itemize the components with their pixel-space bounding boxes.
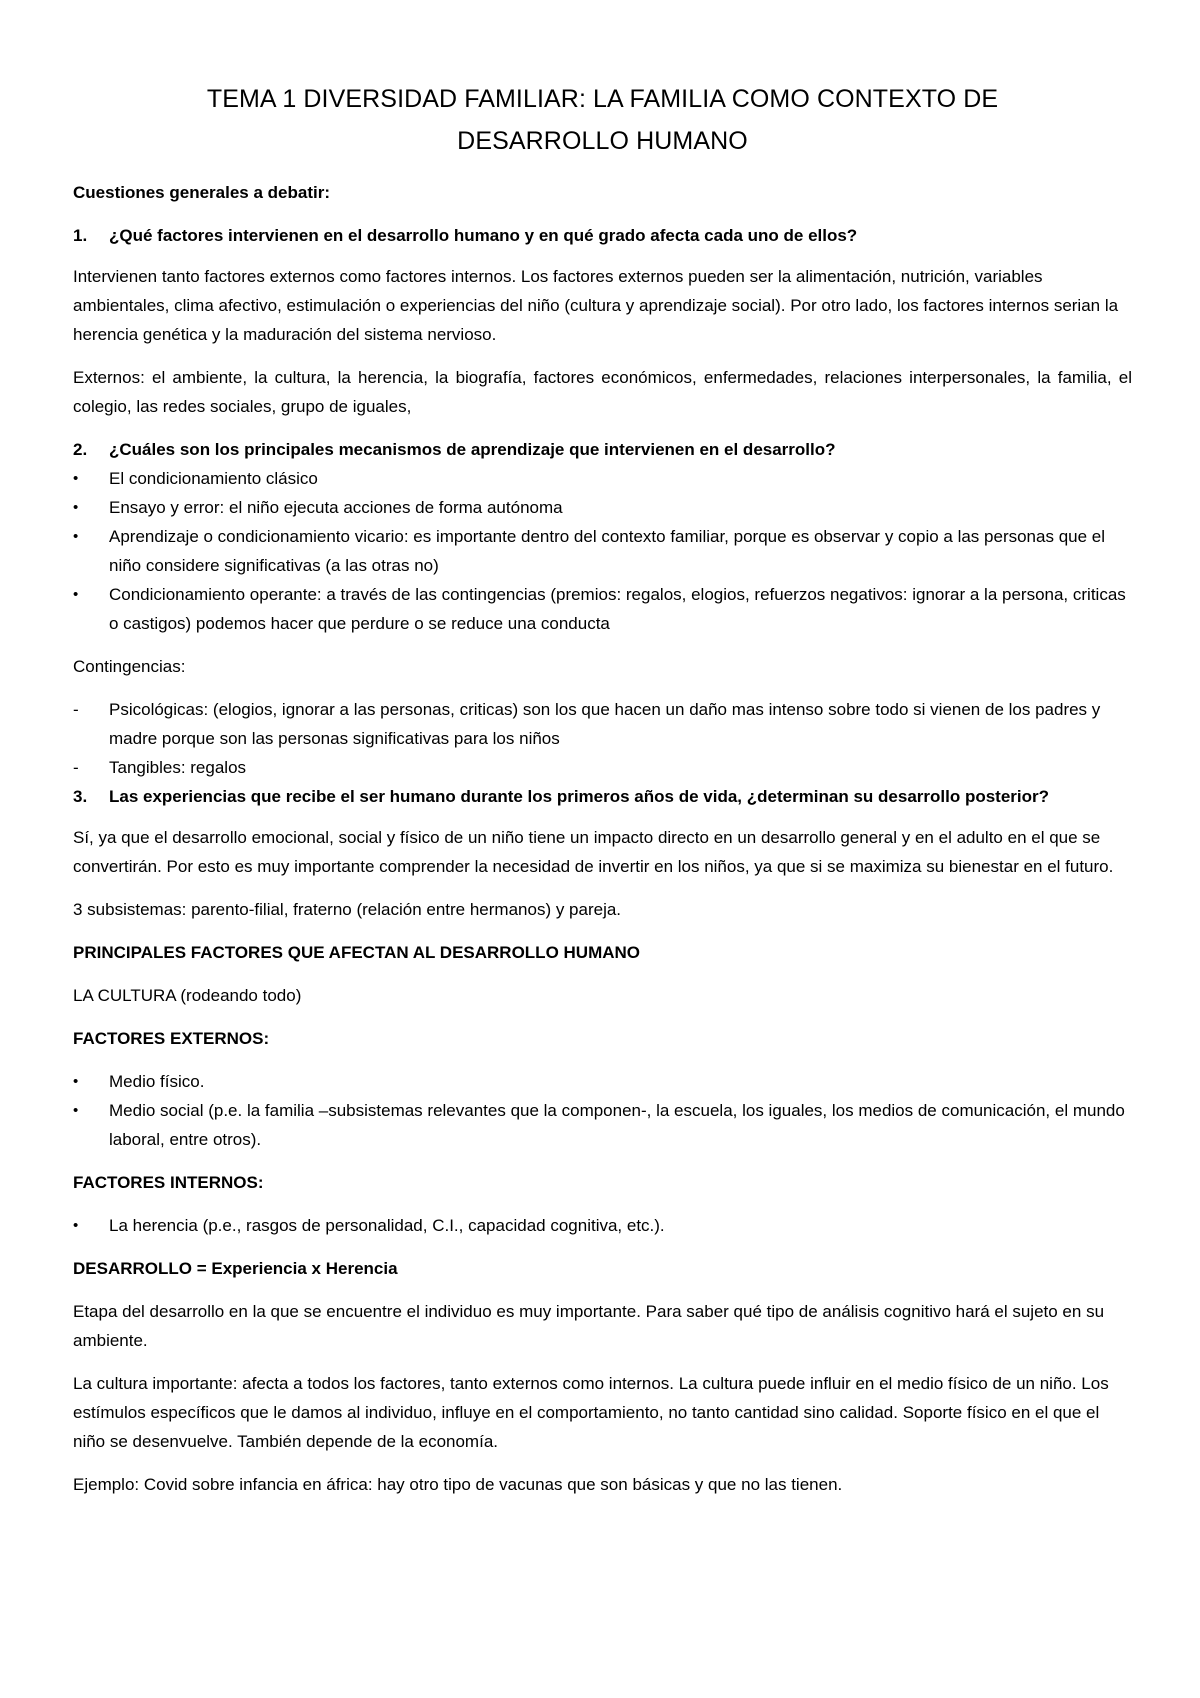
internos-heading: FACTORES INTERNOS: bbox=[73, 1173, 264, 1192]
question-1-externos: Externos: el ambiente, la cultura, la herencia, la biografía, factores económicos, enfermedades, relaciones interpersonales, la familia, el colegio, las redes sociales, grupo de iguales, bbox=[73, 368, 1132, 416]
bullet-marker: • bbox=[73, 499, 79, 516]
list-item-text: La herencia (p.e., rasgos de personalidad, C.I., capacidad cognitiva, etc.). bbox=[109, 1216, 665, 1235]
list-item bbox=[73, 1096, 1132, 1154]
question-3-answer: Sí, ya que el desarrollo emocional, social y físico de un niño tiene un impacto directo en un desarrollo general y en el adulto en el que se convertirán. Por esto es muy importante comprender la necesidad de invertir en los niños, ya que si se maximiza su bienestar en el futuro. bbox=[73, 828, 1114, 876]
list-item-text: Medio social (p.e. la familia –subsistemas relevantes que la componen-, la escuela, los iguales, los medios de comunicación, el mundo laboral, entre otros). bbox=[109, 1101, 1125, 1149]
list-item bbox=[73, 1211, 1132, 1240]
question-1-text: ¿Qué factores intervienen en el desarrollo humano y en qué grado afecta cada uno de ellos? bbox=[109, 226, 858, 245]
list-item-text: El condicionamiento clásico bbox=[109, 469, 318, 488]
list-item bbox=[73, 522, 1132, 580]
list-item bbox=[73, 580, 1132, 638]
bullet-marker: • bbox=[73, 1073, 79, 1090]
externos-heading: FACTORES EXTERNOS: bbox=[73, 1029, 270, 1048]
list-item-text: Psicológicas: (elogios, ignorar a las personas, criticas) son los que hacen un daño mas intenso sobre todo si vienen de los padres y madre porque son las personas significativas para los niños bbox=[109, 700, 1101, 748]
ejemplo-paragraph: Ejemplo: Covid sobre infancia en áfrica: hay otro tipo de vacunas que son básicas y que no las tienen. bbox=[73, 1475, 843, 1494]
list-item-text: Medio físico. bbox=[109, 1072, 205, 1091]
dash-marker: - bbox=[73, 758, 79, 777]
question-1 bbox=[73, 221, 1132, 250]
list-item bbox=[73, 493, 1132, 522]
externos-bullet-list bbox=[73, 1067, 1132, 1154]
desarrollo-formula: DESARROLLO = Experiencia x Herencia bbox=[73, 1259, 398, 1278]
bullet-marker: • bbox=[73, 470, 79, 487]
list-item bbox=[73, 753, 1132, 782]
question-3 bbox=[73, 782, 1132, 811]
list-item bbox=[73, 464, 1132, 493]
title-line-1: TEMA 1 DIVERSIDAD FAMILIAR: LA FAMILIA COMO CONTEXTO DE bbox=[206, 85, 999, 113]
internos-bullet-list bbox=[73, 1211, 1132, 1240]
bullet-marker: • bbox=[73, 528, 79, 545]
question-2-bullet-list bbox=[73, 464, 1132, 638]
cultura-paragraph: La cultura importante: afecta a todos los factores, tanto externos como internos. La cultura puede influir en el medio físico de un niño. Los estímulos específicos que le damos al individuo, influye en el comportamiento, no tanto cantidad sino calidad. Soporte físico en el que el niño se desenvuelve. También depende de la economía. bbox=[73, 1374, 1109, 1451]
intro-label: Cuestiones generales a debatir: bbox=[73, 183, 330, 202]
contingencias-dash-list bbox=[73, 695, 1132, 782]
question-1-answer: Intervienen tanto factores externos como factores internos. Los factores externos pueden ser la alimentación, nutrición, variables ambientales, clima afectivo, estimulación o experiencias del niño (cultura y aprendizaje social). Por otro lado, los factores internos serian la herencia genética y la maduración del sistema nervioso. bbox=[73, 267, 1119, 344]
question-3-text: Las experiencias que recibe el ser humano durante los primeros años de vida, ¿determinan su desarrollo posterior? bbox=[109, 787, 1050, 806]
cultura-line: LA CULTURA (rodeando todo) bbox=[73, 986, 302, 1005]
question-2-text: ¿Cuáles son los principales mecanismos de aprendizaje que intervienen en el desarrollo? bbox=[109, 440, 836, 459]
dash-marker: - bbox=[73, 700, 79, 719]
title-line-2: DESARROLLO HUMANO bbox=[457, 127, 748, 155]
list-item-text: Tangibles: regalos bbox=[109, 758, 247, 777]
list-item-text: Ensayo y error: el niño ejecuta acciones de forma autónoma bbox=[109, 498, 563, 517]
bullet-marker: • bbox=[73, 586, 79, 603]
bullet-marker: • bbox=[73, 1102, 79, 1119]
document-title bbox=[73, 78, 1132, 162]
bullet-marker: • bbox=[73, 1217, 79, 1234]
list-item-text: Aprendizaje o condicionamiento vicario: es importante dentro del contexto familiar, porque es observar y copio a las personas que el niño considere significativas (a las otras no) bbox=[109, 527, 1106, 575]
question-3-number: 3. bbox=[73, 787, 88, 806]
list-item bbox=[73, 1067, 1132, 1096]
question-1-number: 1. bbox=[73, 226, 88, 245]
list-item bbox=[73, 695, 1132, 753]
etapa-paragraph: Etapa del desarrollo en la que se encuentre el individuo es muy importante. Para saber qué tipo de análisis cognitivo hará el sujeto en su ambiente. bbox=[73, 1302, 1105, 1350]
question-2-number: 2. bbox=[73, 440, 88, 459]
subsistemas-line: 3 subsistemas: parento-filial, fraterno (relación entre hermanos) y pareja. bbox=[73, 900, 622, 919]
principales-heading: PRINCIPALES FACTORES QUE AFECTAN AL DESARROLLO HUMANO bbox=[73, 943, 641, 962]
list-item-text: Condicionamiento operante: a través de las contingencias (premios: regalos, elogios, refuerzos negativos: ignorar a la persona, criticas o castigos) podemos hacer que perdure o se reduce una conducta bbox=[109, 585, 1126, 633]
contingencias-label: Contingencias: bbox=[73, 657, 186, 676]
question-2 bbox=[73, 435, 1132, 464]
